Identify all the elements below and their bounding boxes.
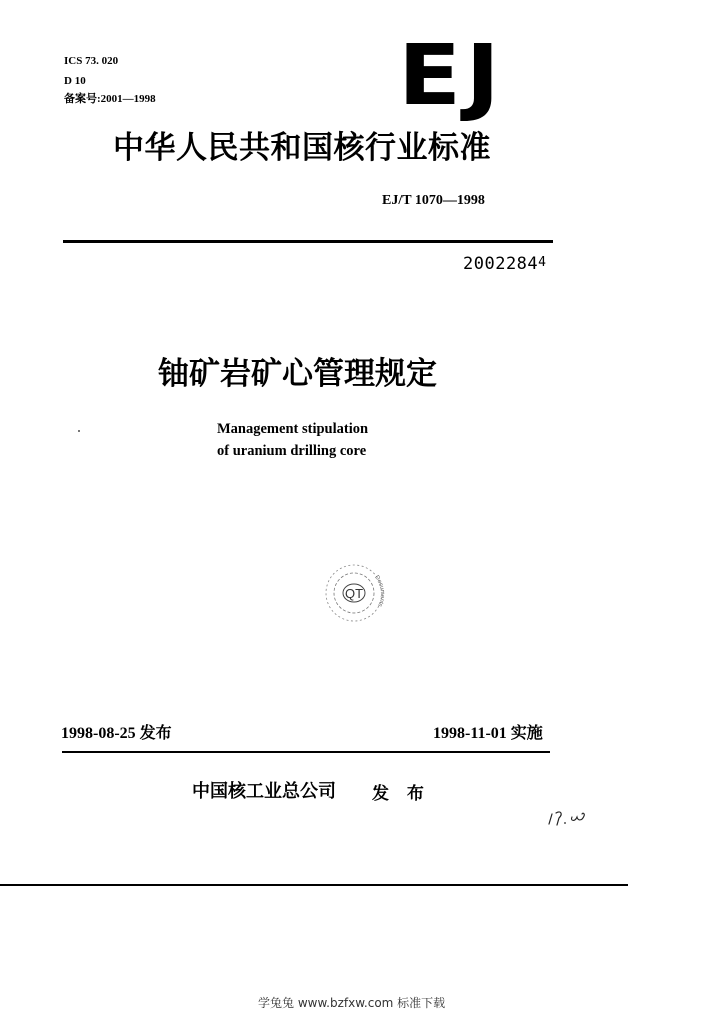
bottom-divider <box>0 884 628 886</box>
category-code: D 10 <box>64 75 86 87</box>
publish-label: 发 布 <box>372 784 430 804</box>
standard-title: 中华人民共和国核行业标准 <box>113 130 491 166</box>
seal-text: QT <box>344 586 364 601</box>
stamp-number-last-digit: 4 <box>538 255 547 270</box>
document-title-en-line1: Management stipulation <box>217 421 369 437</box>
publisher-name: 中国核工业总公司 <box>192 781 336 802</box>
document-title-en-line2: of uranium drilling core <box>217 443 367 459</box>
document-title-en <box>217 418 368 462</box>
ej-logo: EJ <box>398 26 505 124</box>
date-divider <box>62 751 550 753</box>
footer-watermark: 学兔兔 www.bzfxw.com 标准下载 <box>258 996 446 1010</box>
record-number: 备案号:2001—1998 <box>64 93 156 105</box>
issue-date: 1998-08-25 发布 <box>61 725 172 742</box>
standard-number: EJ/T 1070—1998 <box>382 193 485 208</box>
qt-seal-icon <box>312 556 396 630</box>
handwritten-price <box>546 800 596 828</box>
stamp-number-main: 2002284 <box>463 254 539 274</box>
ics-code: ICS 73. 020 <box>64 55 119 67</box>
stamp-number <box>463 254 546 274</box>
effective-date: 1998-11-01 实施 <box>433 725 543 742</box>
scan-speck <box>78 430 80 432</box>
document-title-cn: 铀矿岩矿心管理规定 <box>158 356 437 392</box>
seal-ring-text: Documents <box>373 574 385 608</box>
top-divider <box>63 240 553 243</box>
